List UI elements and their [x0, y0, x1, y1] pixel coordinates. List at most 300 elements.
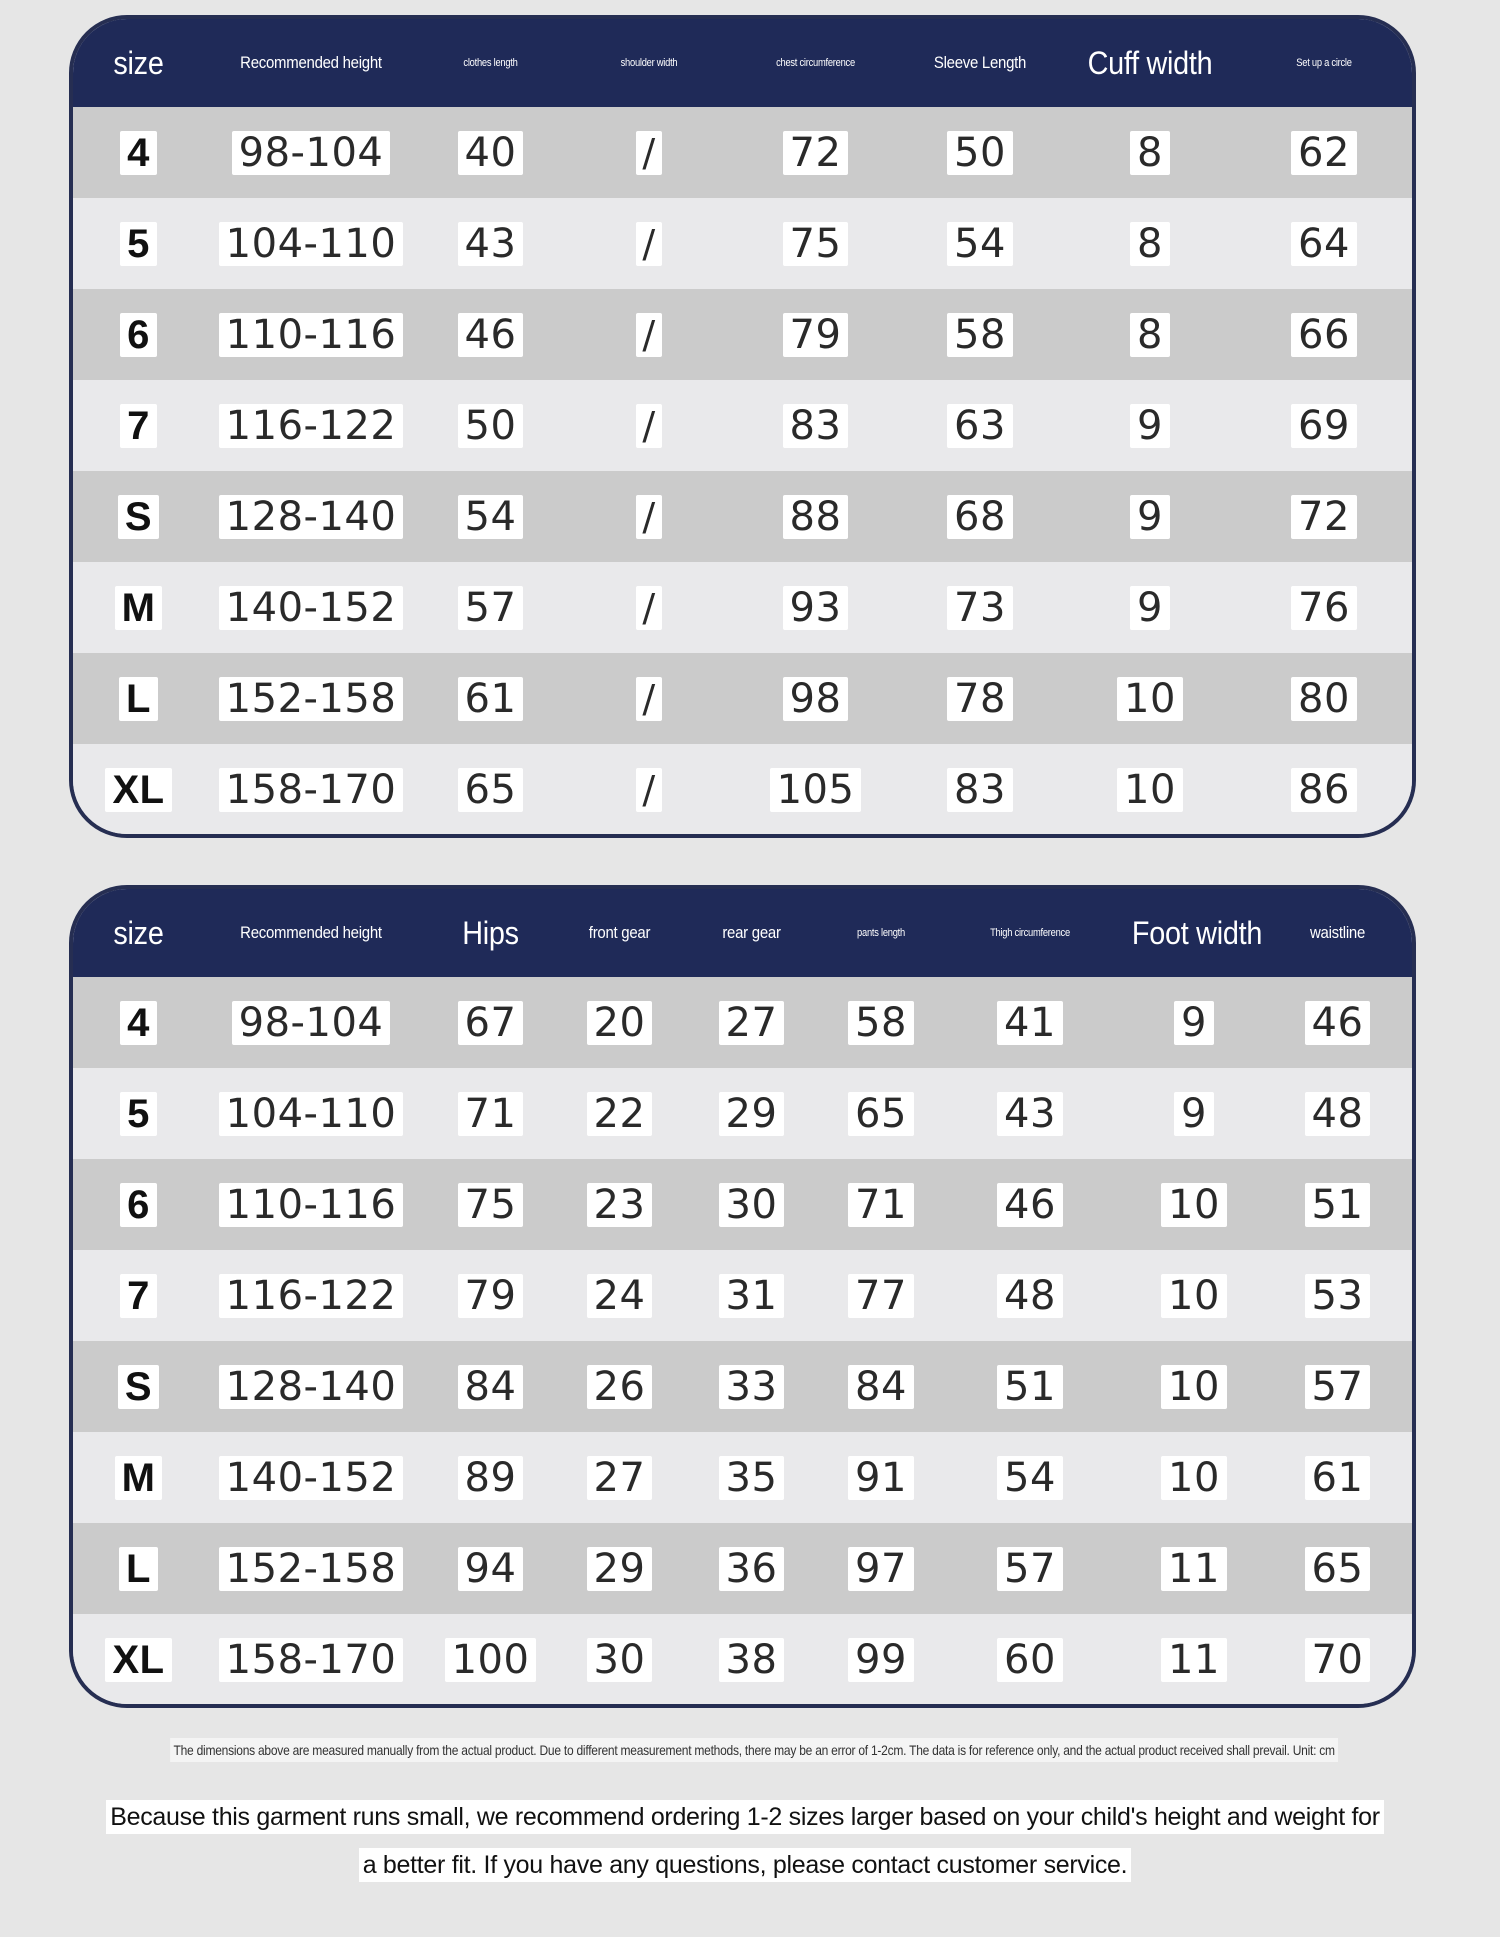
bottom-table-cell: [418, 1092, 563, 1136]
cell-value: 65: [1305, 1547, 1371, 1591]
cell-value: 158-170: [219, 1638, 404, 1682]
cell-value: 75: [458, 1183, 524, 1227]
cell-value: 93: [783, 586, 849, 630]
top-table-cell: [563, 768, 735, 812]
top-table-cell: [1064, 131, 1236, 175]
cell-value: 104-110: [219, 1092, 404, 1136]
top-table-cell: [563, 313, 735, 357]
top-table-cell: [418, 586, 563, 630]
cell-value: 79: [458, 1274, 524, 1318]
bottom-table-cell: [676, 1183, 827, 1227]
top-header-cell: clothes length: [463, 57, 518, 69]
cell-value: 10: [1161, 1183, 1227, 1227]
top-size-table: [69, 15, 1416, 838]
cell-value: 10: [1117, 677, 1183, 721]
cell-value: 67: [458, 1001, 524, 1045]
cell-value: 77: [848, 1274, 914, 1318]
bottom-table-cell: [1125, 1456, 1263, 1500]
top-table-cell: [735, 131, 896, 175]
bottom-table-cell: [935, 1638, 1125, 1682]
top-table-cell: [73, 313, 204, 357]
bottom-table-cell: [563, 1365, 676, 1409]
cell-value: 69: [1291, 404, 1357, 448]
cell-value: 128-140: [219, 1365, 404, 1409]
top-table-cell: [1236, 768, 1412, 812]
bottom-table-cell: [827, 1547, 935, 1591]
top-table-cell: [735, 677, 896, 721]
top-table-cell: [896, 586, 1064, 630]
cell-value: /: [636, 586, 661, 630]
size-recommendation-text: Because this garment runs small, we recommend ordering 1-2 sizes larger based on your child's height and weight for a better fit. If you have any questions, please contact customer service.: [106, 1800, 1384, 1882]
cell-value: 140-152: [219, 586, 404, 630]
top-table-cell: [418, 677, 563, 721]
cell-value: 57: [458, 586, 524, 630]
bottom-table-cell: [935, 1092, 1125, 1136]
cell-value: /: [636, 495, 661, 539]
top-table-row: [73, 471, 1412, 562]
bottom-table-cell: [418, 1638, 563, 1682]
cell-value: 83: [947, 768, 1013, 812]
cell-value: 158-170: [219, 768, 404, 812]
top-table-cell: [73, 131, 204, 175]
size-recommendation: [100, 1793, 1390, 1889]
bottom-table-header: [73, 889, 1412, 977]
bottom-table-cell: [827, 1456, 935, 1500]
cell-value: 65: [458, 768, 524, 812]
bottom-table-cell: [935, 1456, 1125, 1500]
cell-value: 31: [719, 1274, 785, 1318]
cell-value: 8: [1130, 131, 1170, 175]
bottom-table-row: [73, 1523, 1412, 1614]
top-table-cell: [563, 586, 735, 630]
bottom-table-cell: [204, 1183, 418, 1227]
cell-value: 40: [458, 131, 524, 175]
cell-value: 27: [587, 1456, 653, 1500]
bottom-table-cell: [73, 1456, 204, 1500]
size-label: 6: [120, 313, 157, 357]
cell-value: 33: [719, 1365, 785, 1409]
top-table-cell: [735, 313, 896, 357]
cell-value: 128-140: [219, 495, 404, 539]
cell-value: 63: [947, 404, 1013, 448]
top-table-cell: [896, 768, 1064, 812]
top-header-cell: Sleeve Length: [933, 53, 1027, 72]
bottom-header-cell: waistline: [1310, 923, 1365, 942]
top-table-cell: [1236, 222, 1412, 266]
bottom-table-cell: [827, 1183, 935, 1227]
top-table-cell: [563, 404, 735, 448]
cell-value: 89: [458, 1456, 524, 1500]
top-table-cell: [735, 222, 896, 266]
cell-value: 11: [1161, 1638, 1227, 1682]
top-table-cell: [204, 495, 418, 539]
cell-value: 75: [783, 222, 849, 266]
bottom-table-cell: [1125, 1274, 1263, 1318]
bottom-table-cell: [73, 1638, 204, 1682]
cell-value: 152-158: [219, 677, 404, 721]
cell-value: 97: [848, 1547, 914, 1591]
bottom-table-cell: [1125, 1092, 1263, 1136]
cell-value: 100: [445, 1638, 537, 1682]
bottom-header-cell: rear gear: [722, 923, 781, 942]
cell-value: 86: [1291, 768, 1357, 812]
top-table-cell: [563, 495, 735, 539]
cell-value: 57: [997, 1547, 1063, 1591]
bottom-table-cell: [1125, 1547, 1263, 1591]
cell-value: 46: [1305, 1001, 1371, 1045]
top-table-row: [73, 562, 1412, 653]
bottom-table-cell: [418, 1365, 563, 1409]
bottom-table-cell: [418, 1001, 563, 1045]
cell-value: 10: [1161, 1456, 1227, 1500]
bottom-table-cell: [563, 1456, 676, 1500]
size-label: 6: [120, 1183, 157, 1227]
cell-value: 43: [458, 222, 524, 266]
bottom-table-cell: [204, 1092, 418, 1136]
top-table-cell: [1064, 677, 1236, 721]
cell-value: /: [636, 768, 661, 812]
top-header-cell: Recommended height: [240, 53, 382, 72]
measurement-note-text: The dimensions above are measured manually from the actual product. Due to different measurement methods, there may be an error of 1-2cm. The data is for reference only, and the actual product received shall prevail. Unit: cm: [170, 1738, 1338, 1762]
cell-value: 116-122: [219, 404, 404, 448]
cell-value: 110-116: [219, 313, 404, 357]
top-table-cell: [418, 404, 563, 448]
top-table-cell: [73, 495, 204, 539]
cell-value: 58: [947, 313, 1013, 357]
bottom-table-cell: [204, 1001, 418, 1045]
cell-value: 72: [1291, 495, 1357, 539]
cell-value: 22: [587, 1092, 653, 1136]
cell-value: 26: [587, 1365, 653, 1409]
bottom-table-cell: [676, 1274, 827, 1318]
top-table-cell: [735, 586, 896, 630]
top-table-cell: [204, 677, 418, 721]
bottom-table-cell: [827, 1638, 935, 1682]
top-table-cell: [1064, 222, 1236, 266]
bottom-table-cell: [204, 1456, 418, 1500]
top-table-cell: [735, 768, 896, 812]
cell-value: 50: [458, 404, 524, 448]
bottom-table-row: [73, 977, 1412, 1068]
cell-value: 46: [458, 313, 524, 357]
cell-value: 76: [1291, 586, 1357, 630]
size-label: 5: [120, 1092, 157, 1136]
cell-value: 72: [783, 131, 849, 175]
bottom-table-cell: [676, 1638, 827, 1682]
size-label: 7: [120, 404, 157, 448]
cell-value: 10: [1161, 1274, 1227, 1318]
size-label: M: [115, 586, 163, 630]
cell-value: 48: [997, 1274, 1063, 1318]
size-label: XL: [105, 768, 171, 812]
bottom-table-cell: [73, 1092, 204, 1136]
top-table-cell: [73, 768, 204, 812]
size-label: S: [118, 495, 159, 539]
bottom-table-cell: [676, 1456, 827, 1500]
cell-value: 68: [947, 495, 1013, 539]
top-table-row: [73, 107, 1412, 198]
cell-value: 9: [1174, 1092, 1214, 1136]
cell-value: 9: [1130, 495, 1170, 539]
bottom-table-cell: [563, 1274, 676, 1318]
size-label: M: [115, 1456, 163, 1500]
cell-value: 60: [997, 1638, 1063, 1682]
top-table-cell: [418, 768, 563, 812]
cell-value: 10: [1117, 768, 1183, 812]
cell-value: 20: [587, 1001, 653, 1045]
size-label: S: [118, 1365, 159, 1409]
top-table-cell: [896, 495, 1064, 539]
bottom-table-cell: [935, 1274, 1125, 1318]
size-label: XL: [105, 1638, 171, 1682]
cell-value: 46: [997, 1183, 1063, 1227]
cell-value: 71: [848, 1183, 914, 1227]
bottom-table-cell: [1263, 1092, 1412, 1136]
bottom-table-row: [73, 1432, 1412, 1523]
cell-value: 27: [719, 1001, 785, 1045]
top-table-row: [73, 380, 1412, 471]
cell-value: 35: [719, 1456, 785, 1500]
cell-value: 9: [1130, 586, 1170, 630]
bottom-table-cell: [935, 1183, 1125, 1227]
top-table-cell: [896, 404, 1064, 448]
top-table-cell: [1064, 586, 1236, 630]
top-header-cell: Set up a circle: [1296, 57, 1352, 69]
cell-value: 152-158: [219, 1547, 404, 1591]
bottom-size-table: [69, 885, 1416, 1708]
top-header-cell: size: [113, 44, 164, 81]
bottom-table-body: [73, 977, 1412, 1705]
cell-value: 41: [997, 1001, 1063, 1045]
top-table-cell: [204, 586, 418, 630]
bottom-table-cell: [204, 1638, 418, 1682]
cell-value: 61: [458, 677, 524, 721]
cell-value: 98-104: [232, 131, 391, 175]
cell-value: 30: [587, 1638, 653, 1682]
top-table-cell: [204, 404, 418, 448]
cell-value: 98-104: [232, 1001, 391, 1045]
size-label: L: [119, 1547, 158, 1591]
cell-value: 29: [587, 1547, 653, 1591]
top-table-cell: [896, 131, 1064, 175]
cell-value: 104-110: [219, 222, 404, 266]
top-table-body: [73, 107, 1412, 835]
top-table-cell: [1236, 495, 1412, 539]
bottom-table-cell: [676, 1001, 827, 1045]
top-table-cell: [735, 495, 896, 539]
bottom-table-cell: [676, 1547, 827, 1591]
cell-value: /: [636, 222, 661, 266]
top-table-cell: [735, 404, 896, 448]
cell-value: 65: [848, 1092, 914, 1136]
top-table-cell: [1236, 677, 1412, 721]
cell-value: 79: [783, 313, 849, 357]
bottom-table-row: [73, 1614, 1412, 1705]
bottom-header-cell: front gear: [588, 923, 651, 942]
cell-value: 84: [848, 1365, 914, 1409]
top-table-cell: [1064, 313, 1236, 357]
cell-value: 64: [1291, 222, 1357, 266]
bottom-table-cell: [418, 1456, 563, 1500]
bottom-table-row: [73, 1068, 1412, 1159]
cell-value: 54: [997, 1456, 1063, 1500]
bottom-table-cell: [1263, 1365, 1412, 1409]
measurement-note: [75, 1738, 1415, 1762]
top-table-cell: [896, 677, 1064, 721]
bottom-table-cell: [676, 1365, 827, 1409]
bottom-table-cell: [1263, 1547, 1412, 1591]
bottom-table-cell: [73, 1547, 204, 1591]
top-table-cell: [204, 313, 418, 357]
cell-value: 24: [587, 1274, 653, 1318]
top-table-header: [73, 19, 1412, 107]
bottom-table-cell: [935, 1365, 1125, 1409]
bottom-table-cell: [1125, 1001, 1263, 1045]
top-table-row: [73, 653, 1412, 744]
cell-value: 50: [947, 131, 1013, 175]
cell-value: 88: [783, 495, 849, 539]
bottom-table-cell: [1263, 1183, 1412, 1227]
cell-value: 9: [1174, 1001, 1214, 1045]
cell-value: 110-116: [219, 1183, 404, 1227]
bottom-table-cell: [827, 1001, 935, 1045]
cell-value: 53: [1305, 1274, 1371, 1318]
top-table-cell: [1064, 768, 1236, 812]
top-table-cell: [204, 131, 418, 175]
cell-value: 8: [1130, 222, 1170, 266]
bottom-header-cell: Foot width: [1131, 914, 1263, 951]
cell-value: 62: [1291, 131, 1357, 175]
top-table-cell: [1236, 131, 1412, 175]
size-label: 5: [120, 222, 157, 266]
cell-value: 10: [1161, 1365, 1227, 1409]
cell-value: 70: [1305, 1638, 1371, 1682]
top-table-row: [73, 289, 1412, 380]
top-table-cell: [418, 131, 563, 175]
top-table-cell: [418, 495, 563, 539]
top-table-cell: [204, 222, 418, 266]
bottom-table-cell: [1263, 1001, 1412, 1045]
cell-value: 8: [1130, 313, 1170, 357]
bottom-header-cell: pants length: [857, 927, 905, 939]
bottom-table-row: [73, 1159, 1412, 1250]
cell-value: 57: [1305, 1365, 1371, 1409]
bottom-table-cell: [204, 1274, 418, 1318]
top-table-cell: [73, 586, 204, 630]
top-table-cell: [896, 313, 1064, 357]
bottom-table-cell: [935, 1001, 1125, 1045]
cell-value: 54: [458, 495, 524, 539]
bottom-table-cell: [1263, 1274, 1412, 1318]
top-header-cell: Cuff width: [1087, 44, 1213, 81]
top-table-row: [73, 744, 1412, 835]
bottom-header-cell: size: [113, 914, 164, 951]
cell-value: 61: [1305, 1456, 1371, 1500]
bottom-table-cell: [1125, 1183, 1263, 1227]
bottom-table-cell: [1125, 1365, 1263, 1409]
bottom-header-cell: Hips: [462, 914, 519, 951]
cell-value: 73: [947, 586, 1013, 630]
cell-value: 30: [719, 1183, 785, 1227]
cell-value: 78: [947, 677, 1013, 721]
cell-value: /: [636, 313, 661, 357]
bottom-table-cell: [204, 1365, 418, 1409]
cell-value: 105: [770, 768, 862, 812]
bottom-table-cell: [563, 1638, 676, 1682]
size-label: 7: [120, 1274, 157, 1318]
top-header-cell: shoulder width: [620, 57, 678, 69]
bottom-table-cell: [73, 1274, 204, 1318]
bottom-table-cell: [563, 1547, 676, 1591]
bottom-table-cell: [204, 1547, 418, 1591]
bottom-table-cell: [73, 1365, 204, 1409]
top-table-row: [73, 198, 1412, 289]
cell-value: 48: [1305, 1092, 1371, 1136]
cell-value: 58: [848, 1001, 914, 1045]
top-table-cell: [1064, 404, 1236, 448]
top-table-cell: [73, 404, 204, 448]
size-label: 4: [120, 1001, 157, 1045]
bottom-table-cell: [563, 1183, 676, 1227]
bottom-header-cell: Thigh circumference: [990, 927, 1070, 939]
bottom-table-cell: [563, 1092, 676, 1136]
cell-value: 99: [848, 1638, 914, 1682]
bottom-table-cell: [827, 1365, 935, 1409]
cell-value: /: [636, 131, 661, 175]
cell-value: /: [636, 677, 661, 721]
cell-value: 29: [719, 1092, 785, 1136]
top-table-cell: [563, 222, 735, 266]
top-table-cell: [1236, 586, 1412, 630]
cell-value: 91: [848, 1456, 914, 1500]
bottom-table-row: [73, 1341, 1412, 1432]
cell-value: 116-122: [219, 1274, 404, 1318]
cell-value: 51: [997, 1365, 1063, 1409]
cell-value: 38: [719, 1638, 785, 1682]
bottom-table-cell: [1263, 1638, 1412, 1682]
top-table-cell: [73, 222, 204, 266]
cell-value: 36: [719, 1547, 785, 1591]
bottom-table-cell: [418, 1547, 563, 1591]
bottom-table-cell: [1125, 1638, 1263, 1682]
cell-value: 11: [1161, 1547, 1227, 1591]
size-label: 4: [120, 131, 157, 175]
cell-value: 51: [1305, 1183, 1371, 1227]
bottom-table-cell: [563, 1001, 676, 1045]
top-table-cell: [563, 677, 735, 721]
cell-value: 9: [1130, 404, 1170, 448]
bottom-table-cell: [827, 1274, 935, 1318]
cell-value: 94: [458, 1547, 524, 1591]
cell-value: 83: [783, 404, 849, 448]
top-table-cell: [73, 677, 204, 721]
top-table-cell: [563, 131, 735, 175]
cell-value: 43: [997, 1092, 1063, 1136]
cell-value: /: [636, 404, 661, 448]
bottom-table-cell: [827, 1092, 935, 1136]
bottom-table-cell: [676, 1092, 827, 1136]
cell-value: 23: [587, 1183, 653, 1227]
top-table-cell: [418, 222, 563, 266]
top-table-cell: [896, 222, 1064, 266]
top-table-cell: [1236, 404, 1412, 448]
cell-value: 66: [1291, 313, 1357, 357]
bottom-table-cell: [1263, 1456, 1412, 1500]
bottom-table-cell: [418, 1274, 563, 1318]
bottom-table-cell: [935, 1547, 1125, 1591]
cell-value: 54: [947, 222, 1013, 266]
bottom-table-cell: [73, 1001, 204, 1045]
